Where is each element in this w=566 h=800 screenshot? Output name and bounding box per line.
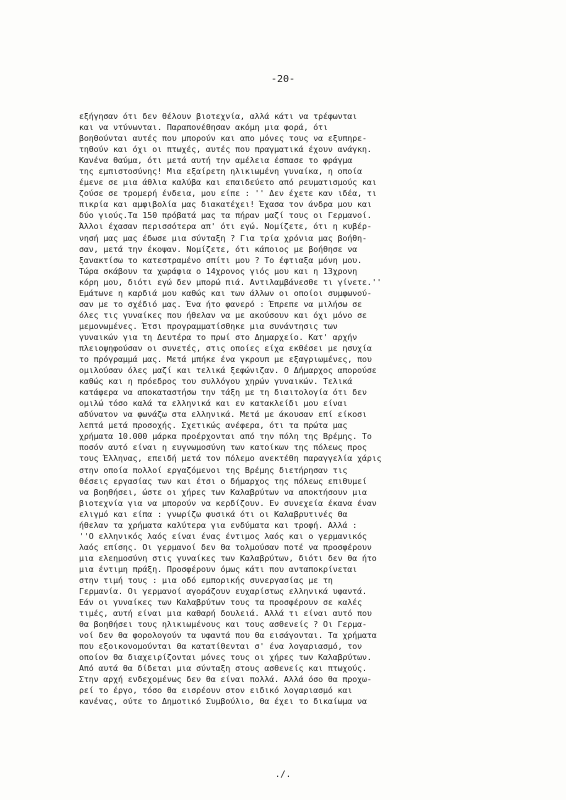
text-line: σαν με το σχέδιό μας. Ένα ήτο φανερό : Έπρεπε να μιλήσω σε <box>79 298 362 309</box>
text-line: Τώρα σκάβουν τα χωράφια ο 14χρονος γιός μου και η 13χρονη <box>79 265 358 276</box>
text-line: δύο γιούς.Τα 150 πρόβατά μας τα πήραν μαζί τους οι Γερμανοί. <box>79 210 372 221</box>
text-line: ελιγμό και είπα : γνωρίζω φυσικά ότι οι Καλαβρυτινές θα <box>79 508 348 519</box>
text-line: ποσόν αυτό είναι η ευγνωμοσύνη των κατοίκων της πόλεως προς <box>79 442 367 453</box>
text-line: ομιλούσαν όλες μαζί και τελικά ξεφώνιζαν. Ο Δήμαρχος απορούσε <box>79 365 377 376</box>
text-line: νοί δεν θα φορολογούν τα υφαντά που θα εισάγονται. Τα χρήματα <box>79 630 377 641</box>
text-line: της εμπιστοσύνης! Μια εξαίρετη ηλικιωμένη γυναίκα, η οποία <box>79 166 362 177</box>
text-line: καθώς και η πρόεδρος του συλλόγου χηρών γυναικών. Τελικά <box>79 376 353 387</box>
text-line: να βοηθήσει, ώστε οι χήρες των Καλαβρύτων να αποκτήσουν μια <box>79 486 367 497</box>
text-line: κατάφερα να αποκαταστήσω την τάξη με τη διαιτολογία ότι δεν <box>79 387 367 398</box>
text-line: Εάν οι γυναίκες των Καλαβρύτων τους τα προσφέρουν σε καλές <box>79 597 362 608</box>
text-line: Εμάτωνε η καρδιά μου καθώς και των άλλων οι οποίοι συμφωνού- <box>79 287 372 298</box>
text-line: στην οποία πολλοί εργαζόμενοι της Βρέμης διετήρησαν τις <box>79 464 348 475</box>
text-line: μια ελεημοσύνη στις γυναίκες των Καλαβρύτων, διότι δεν θα ήτο <box>79 552 377 563</box>
text-line: θα βοηθήσει τους ηλικιωμένους και τους ασθενείς ? Οι Γερμα- <box>79 619 367 630</box>
text-line: Από αυτά θα δίδεται μια σύνταξη στους ασθενείς και πτωχούς. <box>79 663 367 674</box>
text-line: έμενε σε μια άθλια καλύβα και επαιδεύετο από ρευματισμούς και <box>79 177 377 188</box>
text-line: νησή μας μας έδωσε μια σύνταξη ? Για τρία χρόνια μας βοήθη- <box>79 232 367 243</box>
text-line: μεμονωμένες. Έτσι προγραμματίσθηκε μια συνάντησις των <box>79 320 338 331</box>
body-text <box>79 111 549 708</box>
text-line: που εξοικονομούνται θα κατατίθενται σ' ένα λογαριασμό, τον <box>79 641 362 652</box>
text-line: τιμές, αυτή είναι μια καθαρή δουλειά. Αλλά τι είναι αυτό που <box>79 608 372 619</box>
text-line: μια έντιμη πράξη. Προσφέρουν όμως κάτι που ανταποκρίνεται <box>79 563 358 574</box>
continuation-mark: ./. <box>274 770 292 780</box>
text-line: Στην αρχή ενδεχομένως δεν θα είναι πολλά. Αλλά όσο θα προχω- <box>79 674 372 685</box>
page-number: -20- <box>270 74 296 85</box>
text-line: ξανακτίσω το κατεστραμένο σπίτι μου ? Το έφτιαξα μόνη μου. <box>79 254 362 265</box>
text-line: στην τιμή τους : μια οδό εμπορικής συνεργασίας με τη <box>79 574 333 585</box>
text-line: κανένας, ούτε το Δημοτικό Συμβούλιο, θα έχει το δικαίωμα να <box>79 696 367 707</box>
text-line: Γερμανία. Οι γερμανοί αγοράζουν ευχαρίστως ελληνικά υφαντά. <box>79 586 367 597</box>
text-line: το πρόγραμμά μας. Μετά μπήκε ένα γκρουπ με εξαγριωμένες, που <box>79 354 372 365</box>
text-line: ομιλώ τόσο καλά τα ελληνικά και εν κατακλείδι μου είναι <box>79 398 348 409</box>
text-line: πικρία και αμφιβολία μας διακατέχει! Έχασα τον άνδρα μου και <box>79 199 372 210</box>
text-line: βιοτεχνία για να μπορούν να κερδίζουν. Εν συνεχεία έκανα έναν <box>79 497 377 508</box>
text-line: Άλλοι έχασαν περισσότερα απ' ότι εγώ. Νομίζετε, ότι η κυβέρ- <box>79 221 372 232</box>
text-line: κόρη μου, διότι εγώ δεν μπορώ πιά. Αντιλαμβάνεσθε τι γίνετε.'' <box>79 276 382 287</box>
text-line: πλειοψηφούσαν οι συνετές, στις οποίες είχα εκθέσει με ησυχία <box>79 342 372 353</box>
text-line: ρεί το έργο, τόσο θα εισρέουν στον ειδικό λογαριασμό και <box>79 685 353 696</box>
text-line: εξήγησαν ότι δεν θέλουν βιοτεχνία, αλλά κάτι να τρέφωνται <box>79 111 358 121</box>
text-line: ζούσε σε τρομερή ένδεια, μου είπε : '' Δεν έχετε καν ιδέα, τι <box>79 188 377 199</box>
text-line: τους Έλληνας, επειδή μετά τον πόλεμο ανεκτέθη παραγγελία χάρις <box>79 453 382 464</box>
text-line: γυναικών για τη Δευτέρα το πρωί στο Δημαρχείο. Κατ' αρχήν <box>79 331 358 342</box>
text-line: θέσεις εργασίας των και έτσι ο δήμαρχος της πόλεως επιθυμεί <box>79 475 367 486</box>
text-line: οποίον θα διαχειρίζονται μόνες τους οι χήρες των Καλαβρύτων. <box>79 652 372 663</box>
text-line: αδύνατον να φωνάζω στα ελληνικά. Μετά με άκουσαν επί είκοσι <box>79 409 367 420</box>
text-line: ήθελαν τα χρήματα καλύτερα για ενδύματα και τροφή. Αλλά : <box>79 519 358 530</box>
text-line: και να ντύνωνται. Παραπονέθησαν ακόμη μια φορά, ότι <box>79 122 328 133</box>
text-line: ''Ο ελληνικός λαός είναι ένας έντιμος λαός και ο γερμανικός <box>79 530 367 541</box>
text-line: Κανένα θαύμα, ότι μετά αυτή την αμέλεια έσπασε το φράγμα <box>79 155 353 166</box>
text-line: λεπτά μετά προσοχής. Σχετικώς ανέφερα, ότι τα πρώτα μας <box>79 420 348 431</box>
text-line: σαν, μετά την έκοψαν. Νομίζετε, ότι κάποιος με βοήθησε να <box>79 243 358 254</box>
text-line: τηθούν και όχι οι πτωχές, αυτές που πραγματικά έχουν ανάγκη. <box>79 144 372 155</box>
text-line: λαός επίσης. Οι γερμανοί δεν θα τολμούσαν ποτέ να προσφέρουν <box>79 541 372 552</box>
text-line: βοηθούνται αυτές που μπορούν και απο μόνες τους να εξυπηρε- <box>79 133 367 144</box>
text-line: χρήματα 10.000 μάρκα προέρχονται από την πόλη της Βρέμης. Το <box>79 431 372 442</box>
text-line: όλες τις γυναίκες που ήθελαν να με ακούσουν και όχι μόνο σε <box>79 309 367 320</box>
